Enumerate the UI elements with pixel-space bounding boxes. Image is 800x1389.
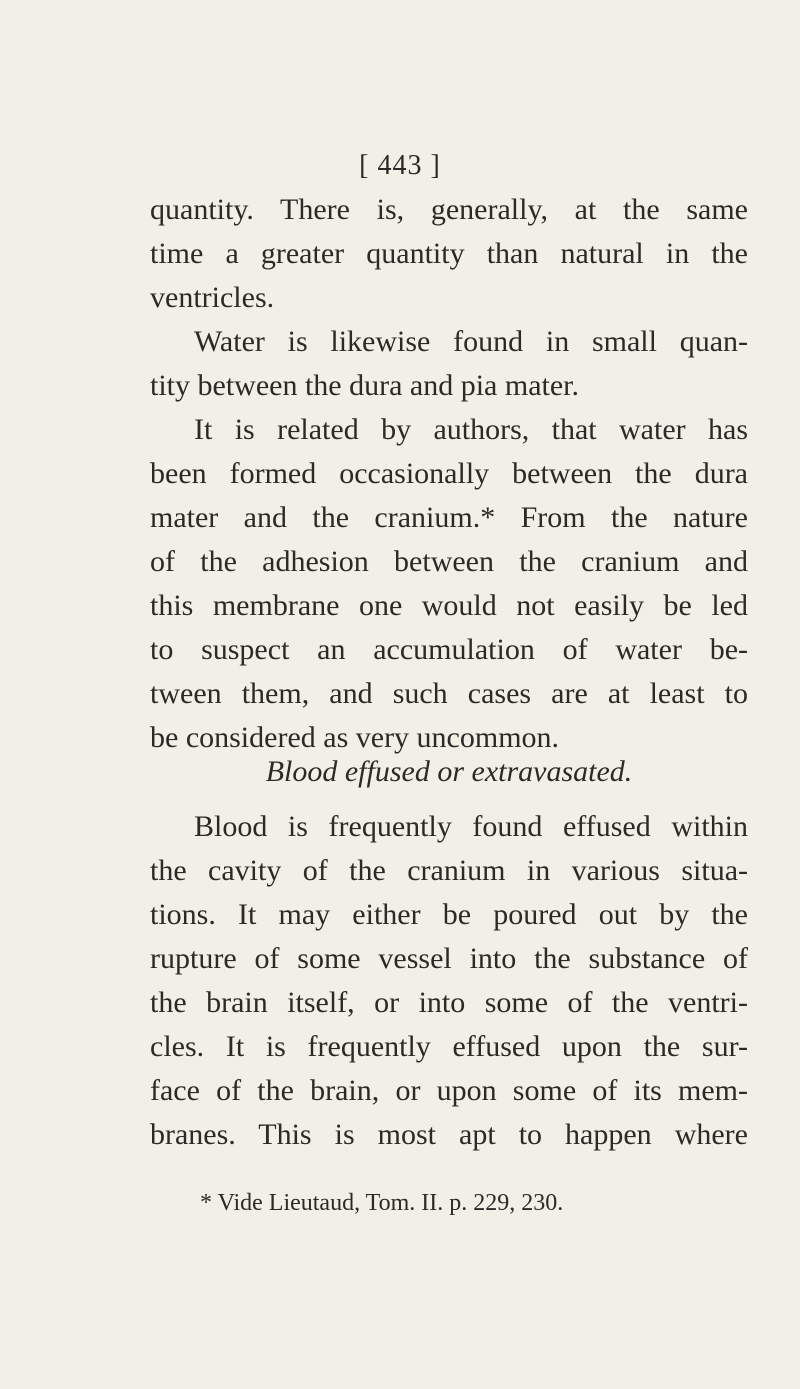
text-line: tity between the dura and pia mater. — [150, 369, 580, 402]
text-line: be considered as very uncommon. — [150, 721, 560, 754]
footnote: * Vide Lieutaud, Tom. II. p. 229, 230. — [200, 1190, 564, 1216]
text-line: tions. It may either be poured out by the — [150, 898, 748, 931]
text-line: mater and the cranium.* From the nature — [150, 501, 748, 534]
text-line: been formed occasionally between the dura — [150, 457, 748, 490]
text-line: to suspect an accumulation of water be- — [150, 633, 748, 666]
text-line: face of the brain, or upon some of its mem- — [150, 1074, 748, 1107]
text-line: rupture of some vessel into the substance of — [150, 942, 748, 975]
text-line: Blood is frequently found effused within — [194, 810, 748, 843]
text-line: the cavity of the cranium in various situa- — [150, 854, 748, 887]
text-block-bottom — [150, 805, 748, 1157]
text-line: branes. This is most apt to happen where — [150, 1118, 748, 1151]
text-line: the brain itself, or into some of the ventri- — [150, 986, 748, 1019]
text-line: quantity. There is, generally, at the same — [150, 193, 748, 226]
text-line: Water is likewise found in small quan- — [194, 325, 748, 358]
section-heading: Blood effused or extravasated. — [265, 755, 633, 788]
text-line: tween them, and such cases are at least to — [150, 677, 748, 710]
text-line: ventricles. — [150, 281, 275, 314]
text-line: this membrane one would not easily be led — [150, 589, 748, 622]
text-line: time a greater quantity than natural in the — [150, 237, 748, 270]
page-number: [ 443 ] — [359, 150, 441, 181]
text-block-top — [150, 188, 748, 760]
text-line: It is related by authors, that water has — [194, 413, 748, 446]
text-line: cles. It is frequently effused upon the sur- — [150, 1030, 748, 1063]
text-line: of the adhesion between the cranium and — [150, 545, 748, 578]
